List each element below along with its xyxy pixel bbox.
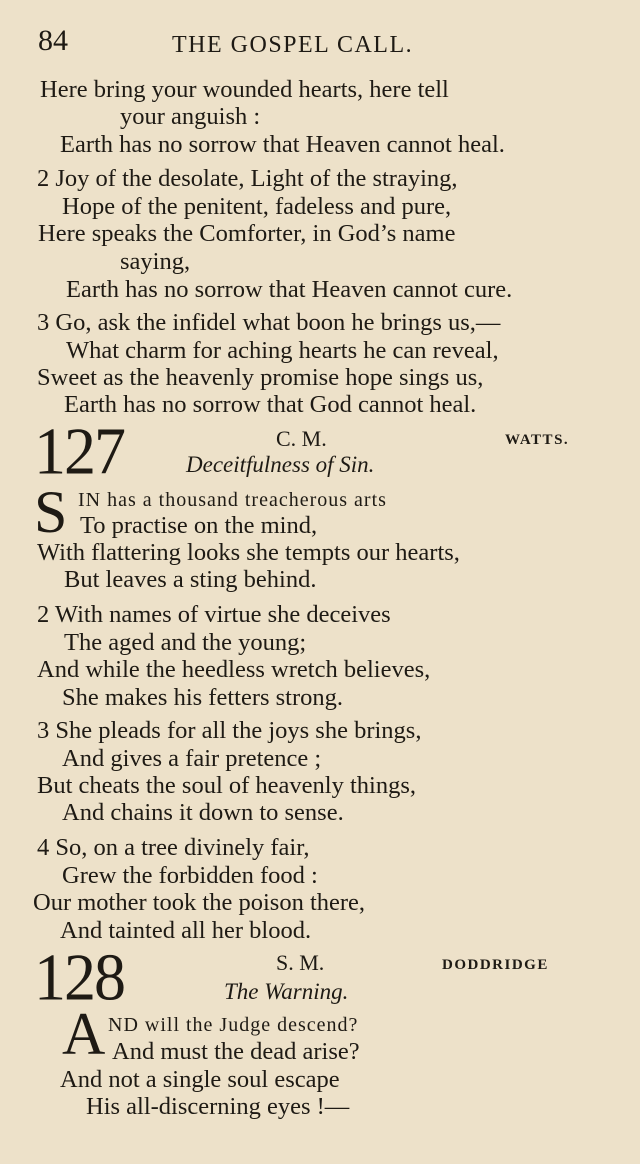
verse-line: 4 So, on a tree divinely fair, bbox=[37, 834, 310, 861]
verse-line: With flattering looks she tempts our hearts, bbox=[37, 539, 460, 566]
drop-cap: A bbox=[62, 1001, 106, 1067]
verse-line: His all-discerning eyes !— bbox=[86, 1093, 350, 1120]
hymn-meter: C. M. bbox=[276, 426, 327, 451]
hymn-number: 127 bbox=[34, 413, 124, 489]
verse-line: Sweet as the heavenly promise hope sings us, bbox=[37, 364, 484, 391]
verse-line-first: IN has a thousand treacherous arts bbox=[78, 489, 387, 511]
verse-line: And chains it down to sense. bbox=[62, 799, 344, 826]
verse-line: And tainted all her blood. bbox=[60, 917, 312, 944]
verse-line: Earth has no sorrow that God cannot heal. bbox=[64, 391, 477, 418]
verse-line: And must the dead arise? bbox=[112, 1038, 360, 1065]
verse-line: And gives a fair pretence ; bbox=[62, 745, 322, 772]
verse-line: But cheats the soul of heavenly things, bbox=[37, 772, 416, 799]
page-number: 84 bbox=[38, 24, 68, 57]
verse-line: And while the heedless wretch believes, bbox=[37, 656, 431, 683]
verse-line: 2 With names of virtue she deceives bbox=[37, 601, 391, 628]
verse-line-first: ND will the Judge descend? bbox=[108, 1014, 359, 1036]
hymn-author: DODDRIDGE bbox=[442, 957, 549, 973]
verse-line: saying, bbox=[120, 248, 191, 275]
verse-line: But leaves a sting behind. bbox=[64, 566, 317, 593]
verse-line: Here speaks the Comforter, in God’s name bbox=[38, 220, 456, 247]
verse-line: To practise on the mind, bbox=[80, 512, 318, 539]
verse-line: Earth has no sorrow that Heaven cannot heal. bbox=[60, 131, 505, 158]
verse-line: Grew the forbidden food : bbox=[62, 862, 318, 889]
drop-cap: S bbox=[34, 479, 68, 545]
verse-line: 2 Joy of the desolate, Light of the straying, bbox=[37, 165, 458, 192]
running-title: THE GOSPEL CALL. bbox=[172, 32, 414, 58]
verse-line: And not a single soul escape bbox=[60, 1066, 340, 1093]
verse-line: Here bring your wounded hearts, here tell bbox=[40, 76, 449, 103]
hymn-author: WATTS. bbox=[505, 432, 570, 448]
verse-line: 3 She pleads for all the joys she brings, bbox=[37, 717, 422, 744]
hymn-title: The Warning. bbox=[224, 979, 349, 1004]
hymn-number: 128 bbox=[34, 939, 124, 1015]
verse-line: She makes his fetters strong. bbox=[62, 684, 344, 711]
verse-line: your anguish : bbox=[120, 103, 261, 130]
verse-line: The aged and the young; bbox=[64, 629, 307, 656]
verse-line: Our mother took the poison there, bbox=[33, 889, 366, 916]
verse-line: What charm for aching hearts he can reveal, bbox=[66, 337, 499, 364]
verse-line: 3 Go, ask the infidel what boon he brings us,— bbox=[37, 309, 501, 336]
hymn-meter: S. M. bbox=[276, 950, 325, 975]
verse-line: Earth has no sorrow that Heaven cannot cure. bbox=[66, 276, 513, 303]
verse-line: Hope of the penitent, fadeless and pure, bbox=[62, 193, 452, 220]
hymn-title: Deceitfulness of Sin. bbox=[186, 452, 375, 477]
